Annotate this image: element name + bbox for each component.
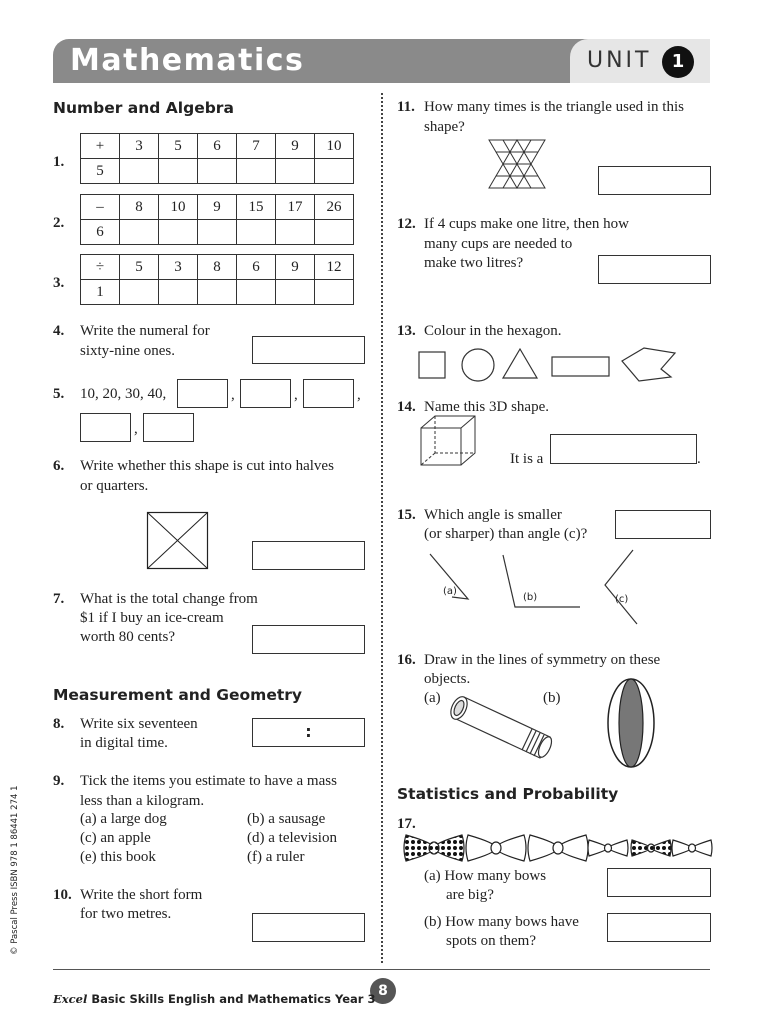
star-of-triangles-shape bbox=[487, 139, 549, 191]
angle-b bbox=[503, 555, 580, 607]
period: . bbox=[697, 451, 701, 467]
comma: , bbox=[134, 421, 138, 437]
answer-box[interactable] bbox=[252, 336, 365, 364]
header-cell: 9 bbox=[276, 134, 315, 159]
question-text: Colour in the hexagon. bbox=[424, 323, 562, 339]
question-text: worth 80 cents? bbox=[80, 629, 175, 645]
bow-big-plain bbox=[528, 835, 588, 861]
bow-big-plain bbox=[466, 835, 526, 861]
answer-cell[interactable] bbox=[159, 159, 198, 184]
question-text: Name this 3D shape. bbox=[424, 399, 549, 415]
angles-diagram bbox=[425, 548, 640, 628]
question-number: 5. bbox=[53, 386, 65, 402]
header-cell: 5 bbox=[159, 134, 198, 159]
answer-cell[interactable] bbox=[198, 159, 237, 184]
quartered-square-shape bbox=[147, 512, 209, 570]
answer-box[interactable] bbox=[550, 434, 697, 464]
question-text: $1 if I buy an ice-cream bbox=[80, 610, 224, 626]
answer-cell[interactable] bbox=[276, 220, 315, 245]
question-text: Tick the items you estimate to have a mass bbox=[80, 773, 337, 789]
operand-cell: 5 bbox=[81, 159, 120, 184]
header-cell: 12 bbox=[315, 255, 354, 280]
header-cell: 6 bbox=[198, 134, 237, 159]
question-text: Write the short form bbox=[80, 887, 203, 903]
subtraction-table bbox=[80, 194, 354, 245]
answer-cell[interactable] bbox=[120, 280, 159, 305]
question-number: 12. bbox=[397, 216, 416, 232]
rectangle-shape[interactable] bbox=[552, 357, 609, 376]
section-heading-statistics-probability: Statistics and Probability bbox=[397, 785, 619, 803]
comma: , bbox=[231, 387, 235, 403]
answer-box[interactable] bbox=[607, 913, 711, 942]
question-text: Write whether this shape is cut into halves bbox=[80, 458, 334, 474]
header-cell: 17 bbox=[276, 195, 315, 220]
answer-box[interactable] bbox=[598, 166, 711, 195]
question-text: less than a kilogram. bbox=[80, 793, 205, 809]
bow-small-spotted bbox=[631, 840, 671, 856]
question-text: objects. bbox=[424, 671, 471, 687]
question-number: 11. bbox=[397, 99, 415, 115]
question-number: 14. bbox=[397, 399, 416, 415]
question-text: Write the numeral for bbox=[80, 323, 210, 339]
question-number: 17. bbox=[397, 816, 416, 832]
bow-small-plain bbox=[672, 840, 712, 856]
page-title: Mathematics bbox=[70, 43, 305, 78]
angle-label-b: (b) bbox=[523, 592, 538, 603]
answer-box[interactable] bbox=[252, 625, 365, 654]
answer-cell[interactable] bbox=[159, 280, 198, 305]
header-cell: 9 bbox=[198, 195, 237, 220]
question-text: many cups are needed to bbox=[424, 236, 573, 252]
answer-cell[interactable] bbox=[159, 220, 198, 245]
answer-cell[interactable] bbox=[315, 159, 354, 184]
answer-box[interactable] bbox=[177, 379, 228, 408]
header-cell: 10 bbox=[159, 195, 198, 220]
answer-cell[interactable] bbox=[237, 159, 276, 184]
question-number: 10. bbox=[53, 887, 72, 903]
question-text: Which angle is smaller bbox=[424, 507, 562, 523]
operator-cell: + bbox=[81, 134, 120, 159]
object-label-b: (b) bbox=[543, 690, 561, 706]
triangle-shape[interactable] bbox=[503, 349, 537, 378]
option-item[interactable]: (d) a television bbox=[247, 830, 337, 846]
footer-brand: Excel bbox=[53, 992, 88, 1006]
operand-cell: 6 bbox=[81, 220, 120, 245]
addition-table bbox=[80, 133, 354, 184]
option-item[interactable]: (e) this book bbox=[80, 849, 156, 865]
question-number: 8. bbox=[53, 716, 65, 732]
option-item[interactable]: (c) an apple bbox=[80, 830, 151, 846]
question-number: 16. bbox=[397, 652, 416, 668]
answer-cell[interactable] bbox=[120, 220, 159, 245]
question-number: 3. bbox=[53, 275, 65, 291]
answer-cell[interactable] bbox=[315, 220, 354, 245]
answer-box[interactable] bbox=[252, 541, 365, 570]
header-cell: 8 bbox=[120, 195, 159, 220]
answer-box[interactable] bbox=[252, 913, 365, 942]
header-cell: 3 bbox=[159, 255, 198, 280]
answer-cell[interactable] bbox=[276, 159, 315, 184]
unit-number-badge: 1 bbox=[662, 46, 694, 78]
answer-box[interactable] bbox=[143, 413, 194, 442]
question-text: If 4 cups make one litre, then how bbox=[424, 216, 629, 232]
header-cell: 26 bbox=[315, 195, 354, 220]
option-item[interactable]: (a) a large dog bbox=[80, 811, 167, 827]
column-divider bbox=[381, 93, 383, 963]
division-table bbox=[80, 254, 354, 305]
operand-cell: 1 bbox=[81, 280, 120, 305]
glue-stick-object bbox=[446, 692, 556, 762]
shape-options bbox=[417, 347, 679, 383]
question-text: What is the total change from bbox=[80, 591, 258, 607]
question-number: 4. bbox=[53, 323, 65, 339]
answer-cell[interactable] bbox=[198, 280, 237, 305]
answer-prefix: It is a bbox=[510, 451, 544, 467]
answer-box[interactable] bbox=[598, 255, 711, 284]
time-colon: : bbox=[305, 722, 312, 741]
answer-box[interactable] bbox=[80, 413, 131, 442]
angle-c bbox=[605, 550, 637, 624]
number-sequence: 10, 20, 30, 40, bbox=[80, 386, 167, 402]
angle-label-c: (c) bbox=[615, 594, 629, 605]
comma: , bbox=[294, 387, 298, 403]
question-text: Draw in the lines of symmetry on these bbox=[424, 652, 661, 668]
object-label-a: (a) bbox=[424, 690, 441, 706]
question-text: make two litres? bbox=[424, 255, 524, 271]
answer-cell[interactable] bbox=[315, 280, 354, 305]
answer-cell[interactable] bbox=[198, 220, 237, 245]
answer-box[interactable] bbox=[240, 379, 291, 408]
question-number: 1. bbox=[53, 154, 65, 170]
footer-book-title: Basic Skills English and Mathematics Year 3 bbox=[87, 992, 376, 1006]
unit-label: UNIT bbox=[587, 48, 652, 73]
option-item[interactable]: (b) a sausage bbox=[247, 811, 326, 827]
header-cell: 3 bbox=[120, 134, 159, 159]
question-number: 13. bbox=[397, 323, 416, 339]
answer-box[interactable] bbox=[303, 379, 354, 408]
header-cell: 15 bbox=[237, 195, 276, 220]
cube-shape bbox=[420, 415, 478, 467]
header-cell: 5 bbox=[120, 255, 159, 280]
answer-cell[interactable] bbox=[237, 280, 276, 305]
answer-cell[interactable] bbox=[276, 280, 315, 305]
header-cell: 10 bbox=[315, 134, 354, 159]
question-text: for two metres. bbox=[80, 906, 172, 922]
copyright-notice: © Pascal Press ISBN 978 1 86441 274 1 bbox=[10, 785, 20, 955]
digital-time-box[interactable] bbox=[252, 718, 365, 747]
header-cell: 6 bbox=[237, 255, 276, 280]
question-number: 2. bbox=[53, 215, 65, 231]
question-text: (b) How many bows have bbox=[424, 914, 579, 930]
question-number: 7. bbox=[53, 591, 65, 607]
question-text: (or sharper) than angle (c)? bbox=[424, 526, 588, 542]
bow-big-spotted bbox=[404, 835, 464, 861]
header-cell: 9 bbox=[276, 255, 315, 280]
question-number: 6. bbox=[53, 458, 65, 474]
operator-cell: ÷ bbox=[81, 255, 120, 280]
ball-object bbox=[606, 677, 656, 770]
question-text: shape? bbox=[424, 119, 465, 135]
answer-box[interactable] bbox=[607, 868, 711, 897]
answer-cell[interactable] bbox=[120, 159, 159, 184]
question-text: spots on them? bbox=[446, 933, 536, 949]
answer-cell[interactable] bbox=[237, 220, 276, 245]
page-number-badge: 8 bbox=[370, 978, 396, 1004]
question-text: are big? bbox=[446, 887, 494, 903]
question-text: or quarters. bbox=[80, 478, 149, 494]
operator-cell: – bbox=[81, 195, 120, 220]
question-text: Write six seventeen bbox=[80, 716, 198, 732]
question-text: How many times is the triangle used in this bbox=[424, 99, 684, 115]
angle-label-a: (a) bbox=[443, 586, 457, 597]
answer-box[interactable] bbox=[615, 510, 711, 539]
section-heading-measurement-geometry: Measurement and Geometry bbox=[53, 686, 303, 704]
footer-rule bbox=[53, 969, 710, 970]
question-text: in digital time. bbox=[80, 735, 168, 751]
bows-picture bbox=[404, 833, 714, 863]
question-text: (a) How many bows bbox=[424, 868, 547, 884]
question-text: sixty-nine ones. bbox=[80, 343, 175, 359]
footer-title bbox=[53, 992, 375, 1006]
option-item[interactable]: (f) a ruler bbox=[247, 849, 305, 865]
square-shape[interactable] bbox=[419, 352, 445, 378]
bow-small-plain bbox=[588, 840, 628, 856]
circle-shape[interactable] bbox=[462, 349, 494, 381]
section-heading-number-algebra: Number and Algebra bbox=[53, 99, 234, 117]
comma: , bbox=[357, 387, 361, 403]
header-cell: 7 bbox=[237, 134, 276, 159]
header-cell: 8 bbox=[198, 255, 237, 280]
hexagon-shape[interactable] bbox=[622, 348, 675, 381]
question-number: 9. bbox=[53, 773, 65, 789]
question-number: 15. bbox=[397, 507, 416, 523]
